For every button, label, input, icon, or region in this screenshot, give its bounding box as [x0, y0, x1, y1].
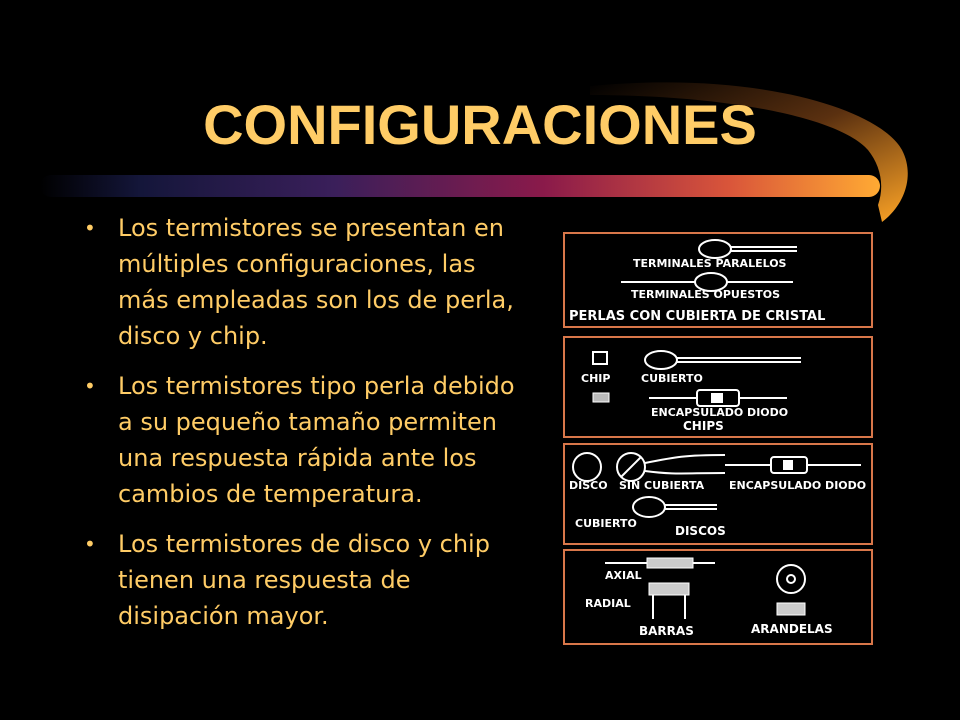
label-disco: DISCO [569, 479, 608, 492]
bullet-text: Los termistores se presentan en múltiples configuraciones, las más empleadas son los de perla, disco y chip. [118, 214, 514, 350]
disc-icon [573, 453, 601, 481]
bullet-item [80, 210, 520, 354]
bullet-text: Los termistores de disco y chip tienen una respuesta de disipación mayor. [118, 530, 490, 630]
label-encapsulado-chip: ENCAPSULADO DIODO [651, 406, 789, 419]
panel-barras [563, 549, 873, 645]
washer-side-icon [777, 603, 805, 615]
label-sin-cubierta: SIN CUBIERTA [619, 479, 705, 492]
caption-arandelas: ARANDELAS [751, 622, 833, 636]
label-radial: RADIAL [585, 597, 631, 610]
label-encapsulado-disco: ENCAPSULADO DIODO [729, 479, 867, 492]
caption-barras: BARRAS [639, 624, 694, 638]
bullet-dot-icon: • [84, 532, 96, 556]
label-cubierto: CUBIERTO [641, 372, 703, 385]
label-terminales-opuestos: TERMINALES OPUESTOS [631, 288, 781, 301]
bead-parallel-icon [699, 240, 731, 258]
slide-title: CONFIGURACIONES [203, 93, 757, 156]
bullet-list [80, 210, 520, 648]
chip-coated-icon [645, 351, 677, 369]
axial-rod-icon [647, 558, 693, 568]
label-chip: CHIP [581, 372, 611, 385]
barras-diagram [565, 551, 871, 643]
label-terminales-paralelos: TERMINALES PARALELOS [633, 257, 787, 270]
bullet-item [80, 368, 520, 512]
bullet-dot-icon: • [84, 374, 96, 398]
discos-diagram [565, 445, 871, 543]
caption-perlas: PERLAS CON CUBIERTA DE CRISTAL [569, 309, 826, 324]
panel-discos [563, 443, 873, 545]
bullet-dot-icon: • [84, 216, 96, 240]
label-cubierto-disco: CUBIERTO [575, 517, 637, 530]
chip-square-icon [593, 352, 607, 364]
washer-icon [777, 565, 805, 593]
perlas-diagram [565, 234, 871, 326]
bullet-item [80, 526, 520, 634]
chips-diagram [565, 338, 871, 436]
caption-discos: DISCOS [675, 524, 726, 538]
bullet-text: Los termistores tipo perla debido a su pequeño tamaño permiten una respuesta rápida ante los cambios de temperatura. [118, 372, 515, 508]
panel-chips [563, 336, 873, 438]
radial-rod-icon [649, 583, 689, 595]
label-axial: AXIAL [605, 569, 642, 582]
disc-coated-icon [633, 497, 665, 517]
panel-perlas [563, 232, 873, 328]
chip-bare-icon [593, 393, 609, 402]
caption-chips: CHIPS [683, 419, 724, 433]
